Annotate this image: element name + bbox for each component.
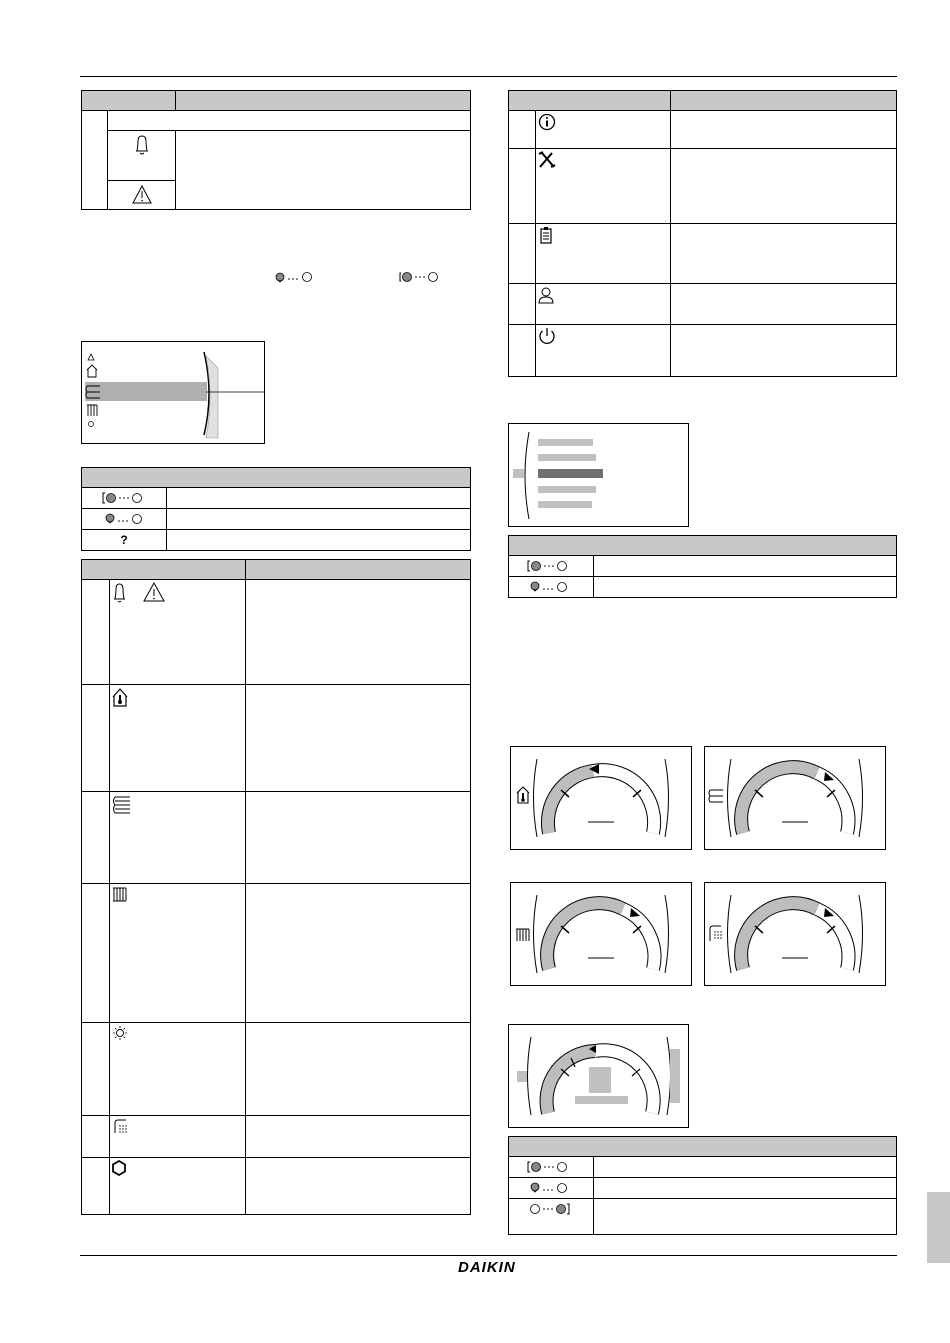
list-item (538, 501, 592, 508)
menu-screen-drawing (82, 342, 264, 443)
dial-screen-radiator (510, 882, 692, 986)
sun-icon (89, 422, 94, 427)
dial-press-icon (82, 509, 167, 529)
floor-heating-icon (709, 790, 723, 802)
info-icon (536, 111, 671, 137)
alert-icons (110, 580, 246, 610)
control-table-1 (81, 467, 471, 551)
tap-water-icon (110, 1116, 246, 1142)
user-icon (536, 284, 671, 310)
top-rule (80, 76, 897, 77)
level-bar (670, 1049, 680, 1103)
menu-screen-mockup (81, 341, 265, 444)
scrollbar (206, 356, 218, 438)
dial-turn-right-icon (509, 1199, 594, 1219)
clipboard-icon (536, 224, 671, 250)
menu-icon-table (81, 559, 471, 1215)
home-thermometer-icon (87, 365, 97, 377)
radiator-icon (516, 929, 529, 941)
dial-screen-tap (704, 882, 886, 986)
settings-icon-table (508, 90, 897, 377)
label-block (575, 1096, 628, 1104)
list-screen-drawing (509, 424, 688, 526)
indicator-block (513, 469, 524, 478)
list-item (538, 486, 596, 493)
dial-turn-left-icon (82, 488, 167, 508)
dial-screen-generic (508, 1024, 689, 1128)
list-item (538, 454, 596, 461)
home-thermometer-icon (110, 685, 246, 713)
tools-icon (536, 149, 671, 175)
bell-icon (108, 131, 176, 159)
list-item-selected (538, 469, 603, 478)
radiator-icon (110, 884, 246, 910)
help-symbol: ? (82, 530, 167, 551)
dial-press-icon (509, 1178, 594, 1198)
selected-row-highlight (85, 382, 207, 401)
dial-press-icon (274, 270, 314, 284)
alert-table (81, 90, 471, 210)
dial-turn-left-icon (509, 1157, 594, 1177)
hexagon-icon (110, 1158, 246, 1184)
warning-icon (108, 181, 176, 209)
warning-icon (88, 354, 94, 360)
value-block (589, 1067, 611, 1093)
radiator-icon (87, 405, 97, 416)
dial-screen-floor (704, 746, 886, 850)
list-screen-mockup (508, 423, 689, 527)
dial-press-icon (509, 577, 594, 597)
dial-turn-left-icon (398, 270, 440, 284)
tap-water-icon (710, 926, 721, 941)
control-table-2 (508, 535, 897, 598)
sun-icon (110, 1023, 246, 1049)
control-table-3 (508, 1136, 897, 1235)
bell-icon (114, 584, 125, 602)
chapter-tab (927, 1192, 950, 1263)
power-icon (536, 325, 671, 351)
daikin-logo: DAIKIN (458, 1259, 516, 1276)
floor-heating-icon (110, 792, 246, 820)
dial-turn-left-icon (509, 556, 594, 576)
bottom-rule (80, 1255, 897, 1256)
dial-screen-room (510, 746, 692, 850)
list-item (538, 439, 593, 446)
